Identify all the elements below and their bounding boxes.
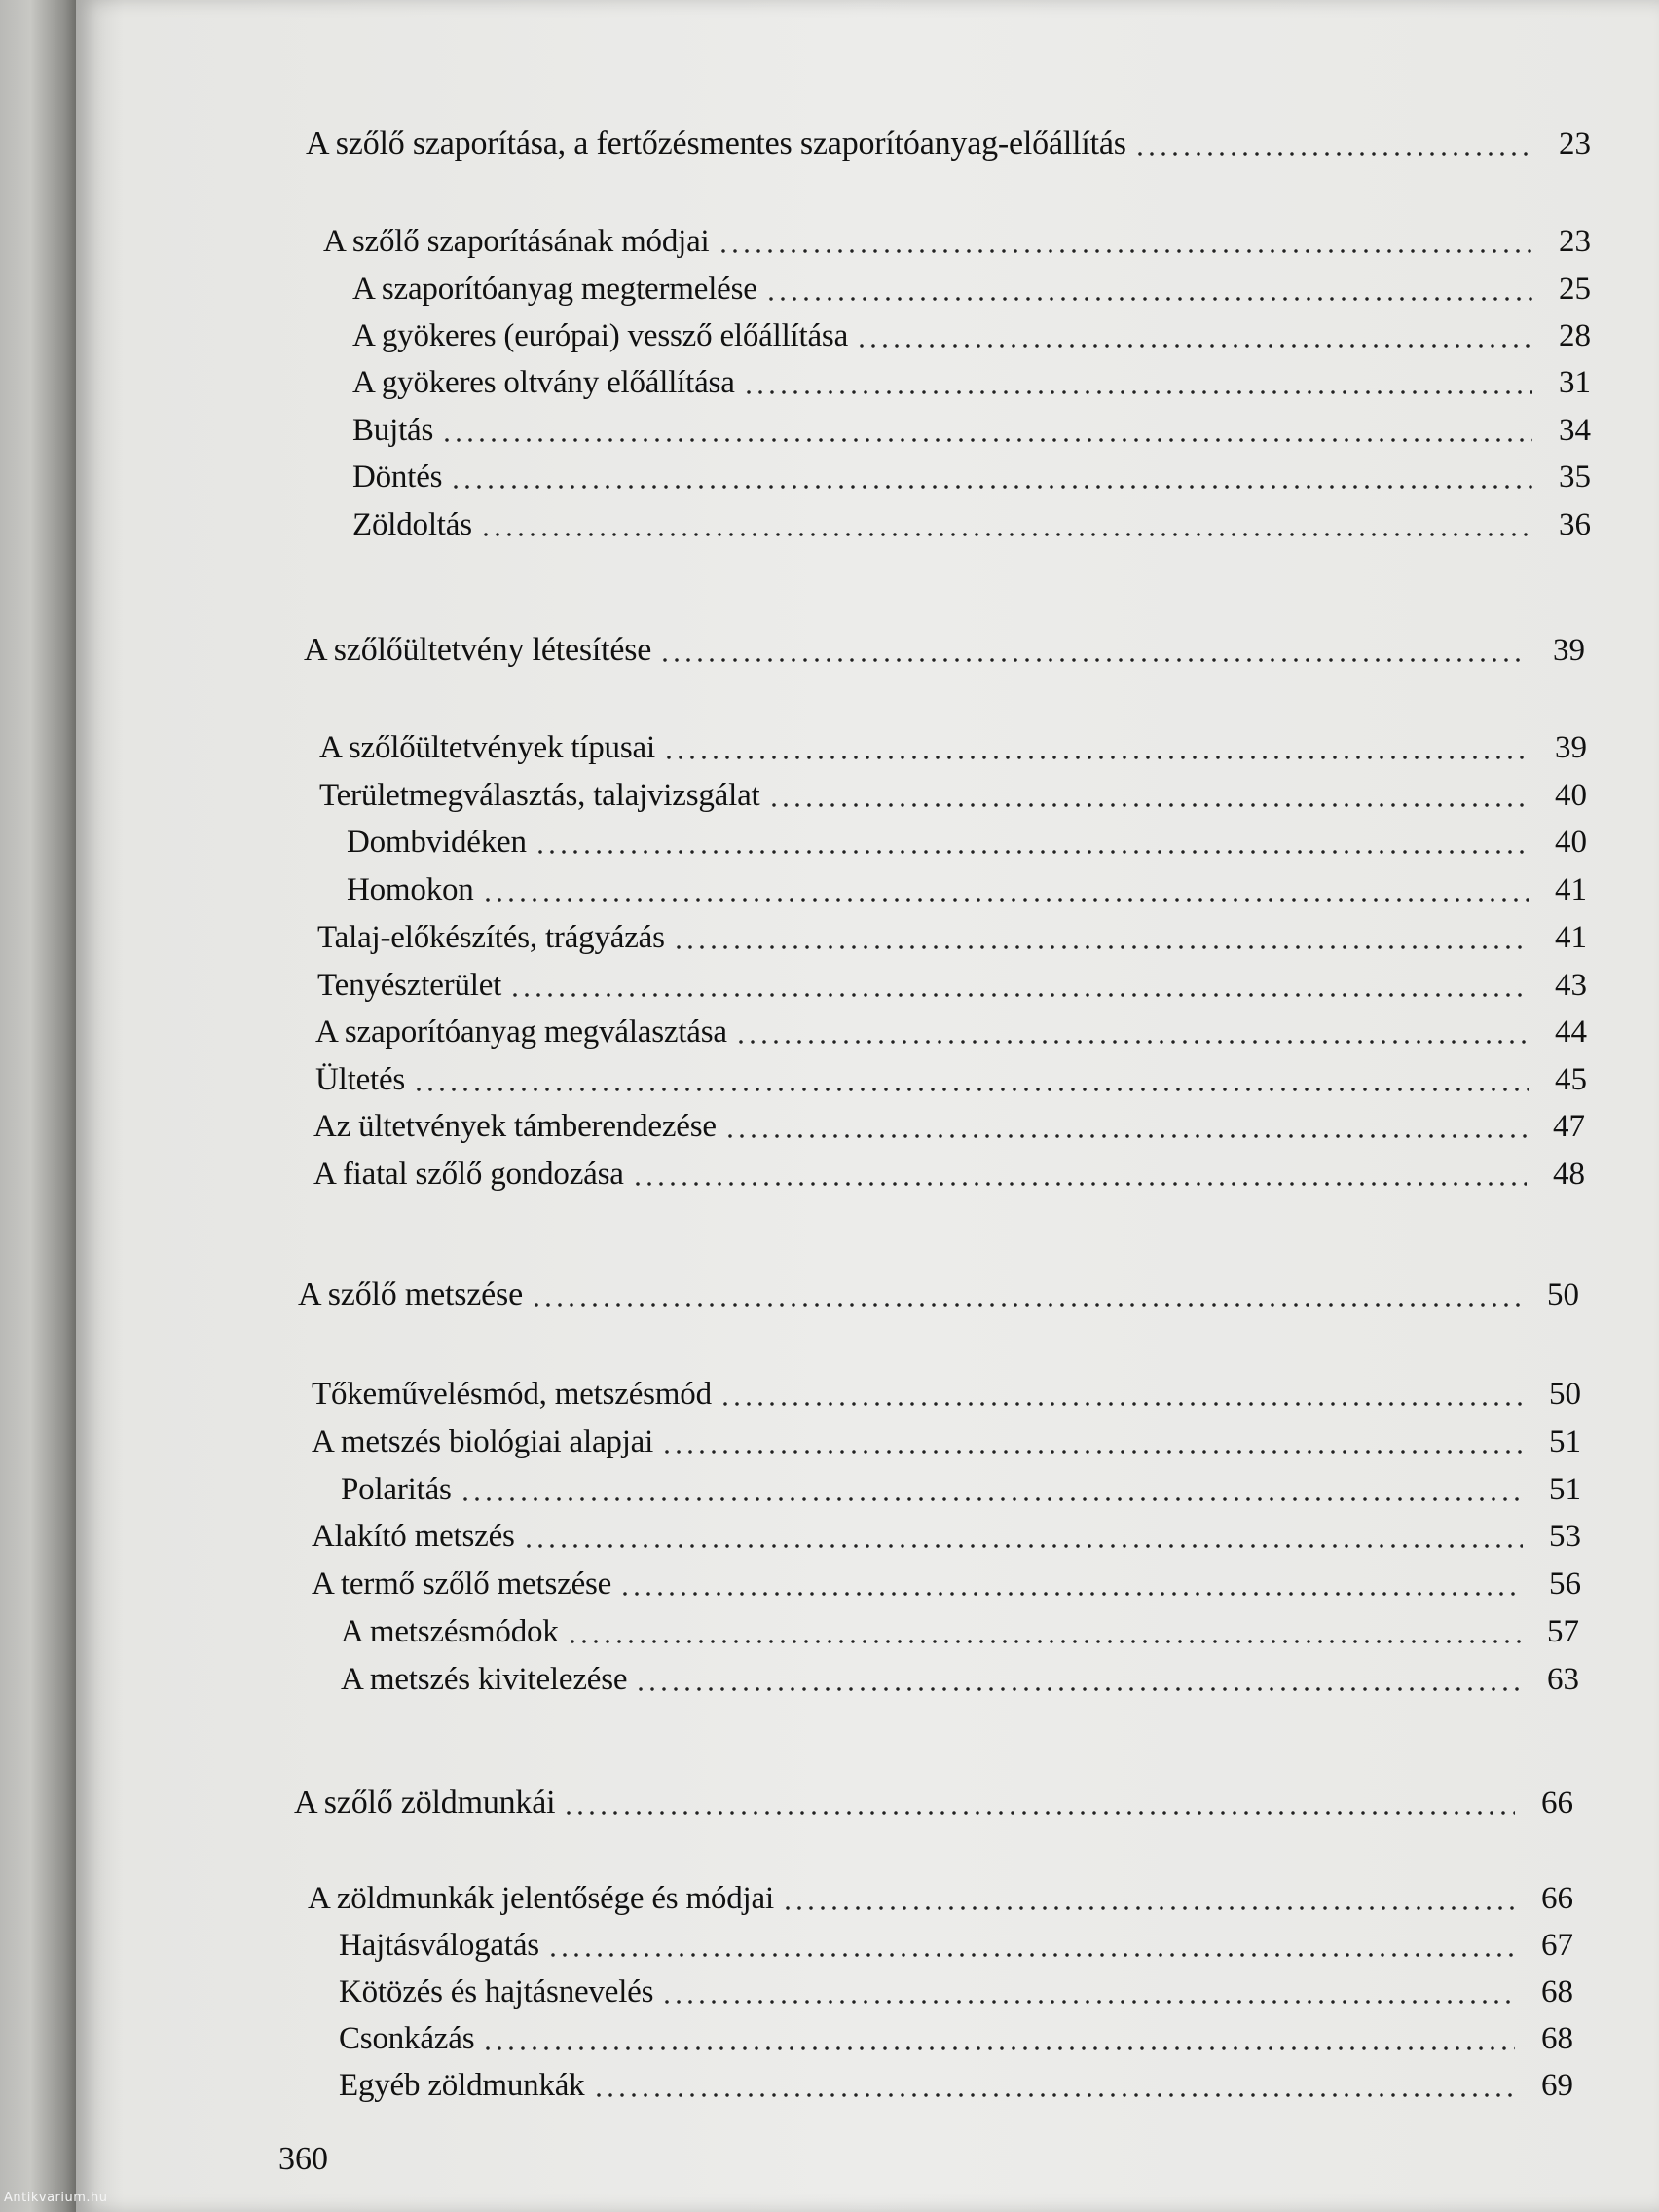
toc-entry-label: A metszésmódok <box>341 1614 559 1649</box>
toc-entry-sub <box>341 1470 1581 1509</box>
toc-entry-chapter <box>304 631 1585 670</box>
toc-entry-page: 48 <box>1553 1157 1585 1192</box>
toc-entry-sub <box>339 1972 1573 2011</box>
toc-entry-page: 51 <box>1549 1472 1581 1507</box>
dot-leader <box>768 802 1530 808</box>
toc-entry-page: 25 <box>1559 272 1591 307</box>
toc-entry-page: 66 <box>1541 1881 1573 1916</box>
toc-entry-page: 34 <box>1559 413 1591 448</box>
toc-entry-label: A szőlő zöldmunkái <box>294 1785 556 1821</box>
toc-entry-page: 44 <box>1555 1014 1587 1050</box>
toc-entry-label: Polaritás <box>341 1472 452 1507</box>
toc-entry-label: A termő szőlő metszése <box>312 1567 612 1602</box>
dot-leader <box>724 1133 1527 1139</box>
toc-entry-sub <box>352 505 1591 544</box>
page-number: 360 <box>278 2141 328 2177</box>
dot-leader <box>509 992 1529 998</box>
toc-entry-label: Dombvidéken <box>347 825 527 860</box>
dot-leader <box>482 2046 1515 2051</box>
dot-leader <box>765 296 1532 302</box>
toc-entry-label: A zöldmunkák jelentősége és módjai <box>308 1881 774 1916</box>
toc-entry-section <box>315 1060 1587 1099</box>
toc-entry-label: Tőkeművelésmód, metszésmód <box>312 1377 712 1412</box>
toc-entry-page: 66 <box>1541 1786 1573 1821</box>
toc-entry-label: A gyökeres (európai) vessző előállítása <box>352 318 849 353</box>
toc-entry-page: 47 <box>1553 1109 1585 1144</box>
toc-entry-section <box>313 1155 1585 1194</box>
toc-entry-label: A szőlő szaporításának módjai <box>323 224 710 259</box>
toc-entry-section <box>312 1375 1581 1414</box>
toc-entry-page: 40 <box>1555 825 1587 860</box>
toc-entry-page: 23 <box>1559 127 1591 162</box>
toc-entry-section <box>312 1565 1581 1604</box>
toc-entry-label: A szaporítóanyag megtermelése <box>352 272 757 307</box>
toc-entry-sub <box>352 270 1591 309</box>
dot-leader <box>635 1686 1521 1692</box>
toc-entry-chapter <box>306 125 1591 164</box>
dot-leader <box>567 1639 1521 1644</box>
dot-leader <box>460 1496 1523 1502</box>
toc-entry-page: 67 <box>1541 1928 1573 1963</box>
toc-entry-section <box>323 222 1591 261</box>
toc-entry-sub <box>352 458 1591 497</box>
toc-entry-page: 36 <box>1559 507 1591 542</box>
toc-entry-label: A gyökeres oltvány előállítása <box>352 365 735 400</box>
dot-leader <box>659 657 1527 663</box>
toc-entry-label: Egyéb zöldmunkák <box>339 2068 585 2103</box>
toc-entry-page: 57 <box>1547 1614 1579 1649</box>
toc-entry-page: 39 <box>1553 633 1585 668</box>
dot-leader <box>673 944 1529 950</box>
toc-entry-label: Döntés <box>352 460 443 495</box>
toc-entry-label: A szőlőültetvények típusai <box>319 730 655 765</box>
dot-leader <box>1134 151 1532 157</box>
toc-entry-label: Alakító metszés <box>312 1519 515 1554</box>
toc-entry-page: 41 <box>1555 872 1587 907</box>
dot-leader <box>782 1905 1515 1911</box>
dot-leader <box>856 343 1532 349</box>
toc-entry-label: A szőlőültetvény létesítése <box>304 632 652 668</box>
watermark-text: Antikvarium.hu <box>4 2191 108 2205</box>
dot-leader <box>441 437 1532 443</box>
toc-entry-label: Csonkázás <box>339 2021 475 2056</box>
toc-entry-page: 68 <box>1541 2021 1573 2056</box>
toc-entry-label: Az ültetvények támberendezése <box>313 1109 717 1144</box>
toc-entry-label: Területmegválasztás, talajvizsgálat <box>319 778 760 813</box>
toc-entry-sub <box>339 2019 1573 2058</box>
toc-entry-label: A szőlő metszése <box>298 1276 523 1312</box>
toc-entry-page: 50 <box>1547 1277 1579 1312</box>
toc-entry-section <box>317 918 1587 957</box>
toc-entry-page: 51 <box>1549 1424 1581 1459</box>
toc-entry-label: A metszés kivitelezése <box>341 1662 628 1697</box>
dot-leader <box>743 389 1532 395</box>
toc-entry-sub <box>341 1612 1579 1651</box>
toc-entry-label: A szaporítóanyag megválasztása <box>315 1014 727 1050</box>
toc-entry-page: 50 <box>1549 1377 1581 1412</box>
toc-entry-sub <box>339 2066 1573 2105</box>
toc-entry-page: 56 <box>1549 1567 1581 1602</box>
dot-leader <box>523 1543 1523 1549</box>
toc-entry-label: Bujtás <box>352 413 434 448</box>
dot-leader <box>593 2092 1516 2098</box>
toc-entry-section <box>317 966 1587 1005</box>
dot-leader <box>531 1302 1521 1308</box>
toc-entry-label: Zöldoltás <box>352 507 472 542</box>
toc-entry-section <box>308 1879 1573 1918</box>
dot-leader <box>480 532 1532 537</box>
dot-leader <box>663 755 1529 760</box>
dot-leader <box>535 849 1529 855</box>
dot-leader <box>661 1449 1523 1455</box>
toc-entry-label: A szőlő szaporítása, a fertőzésmentes szaporítóanyag-előállítás <box>306 126 1126 162</box>
dot-leader <box>632 1181 1527 1187</box>
dot-leader <box>450 484 1532 490</box>
dot-leader <box>563 1810 1515 1816</box>
dot-leader <box>413 1087 1529 1092</box>
toc-entry-sub <box>352 411 1591 450</box>
toc-entry-label: Homokon <box>347 872 474 907</box>
toc-entry-page: 23 <box>1559 224 1591 259</box>
toc-entry-section <box>319 776 1587 815</box>
toc-entry-page: 43 <box>1555 968 1587 1003</box>
toc-entry-label: Hajtásválogatás <box>339 1928 539 1963</box>
dot-leader <box>482 897 1529 903</box>
toc-entry-page: 69 <box>1541 2068 1573 2103</box>
toc-entry-page: 31 <box>1559 365 1591 400</box>
toc-entry-page: 28 <box>1559 318 1591 353</box>
toc-entry-page: 39 <box>1555 730 1587 765</box>
toc-entry-page: 53 <box>1549 1519 1581 1554</box>
dot-leader <box>719 1401 1523 1407</box>
toc-entry-page: 68 <box>1541 1974 1573 2009</box>
toc-entry-sub <box>352 363 1591 402</box>
toc-entry-page: 35 <box>1559 460 1591 495</box>
toc-entry-label: Ültetés <box>315 1062 406 1097</box>
dot-leader <box>718 248 1532 254</box>
toc-entry-label: Talaj-előkészítés, trágyázás <box>317 920 665 955</box>
toc-entry-label: A metszés biológiai alapjai <box>312 1424 654 1459</box>
dot-leader <box>735 1039 1529 1045</box>
toc-entry-section <box>313 1107 1585 1146</box>
toc-entry-label: Tenyészterület <box>317 968 502 1003</box>
toc-entry-chapter <box>294 1784 1573 1823</box>
toc-entry-page: 45 <box>1555 1062 1587 1097</box>
toc-entry-chapter <box>298 1275 1579 1314</box>
toc-entry-label: Kötözés és hajtásnevelés <box>339 1974 654 2009</box>
toc-entry-section <box>312 1422 1581 1461</box>
toc-entry-page: 40 <box>1555 778 1587 813</box>
toc-entry-page: 63 <box>1547 1662 1579 1697</box>
toc-entry-label: A fiatal szőlő gondozása <box>313 1157 624 1192</box>
toc-entry-sub <box>347 823 1587 862</box>
toc-entry-section <box>312 1517 1581 1556</box>
toc-entry-sub <box>339 1926 1573 1965</box>
toc-entry-sub <box>347 870 1587 909</box>
toc-entry-section <box>315 1013 1587 1051</box>
toc-entry-section <box>319 728 1587 767</box>
dot-leader <box>547 1952 1515 1958</box>
toc-entry-page: 41 <box>1555 920 1587 955</box>
toc-entry-sub <box>341 1660 1579 1699</box>
dot-leader <box>661 1999 1515 2005</box>
toc-entry-sub <box>352 316 1591 355</box>
dot-leader <box>619 1591 1523 1597</box>
